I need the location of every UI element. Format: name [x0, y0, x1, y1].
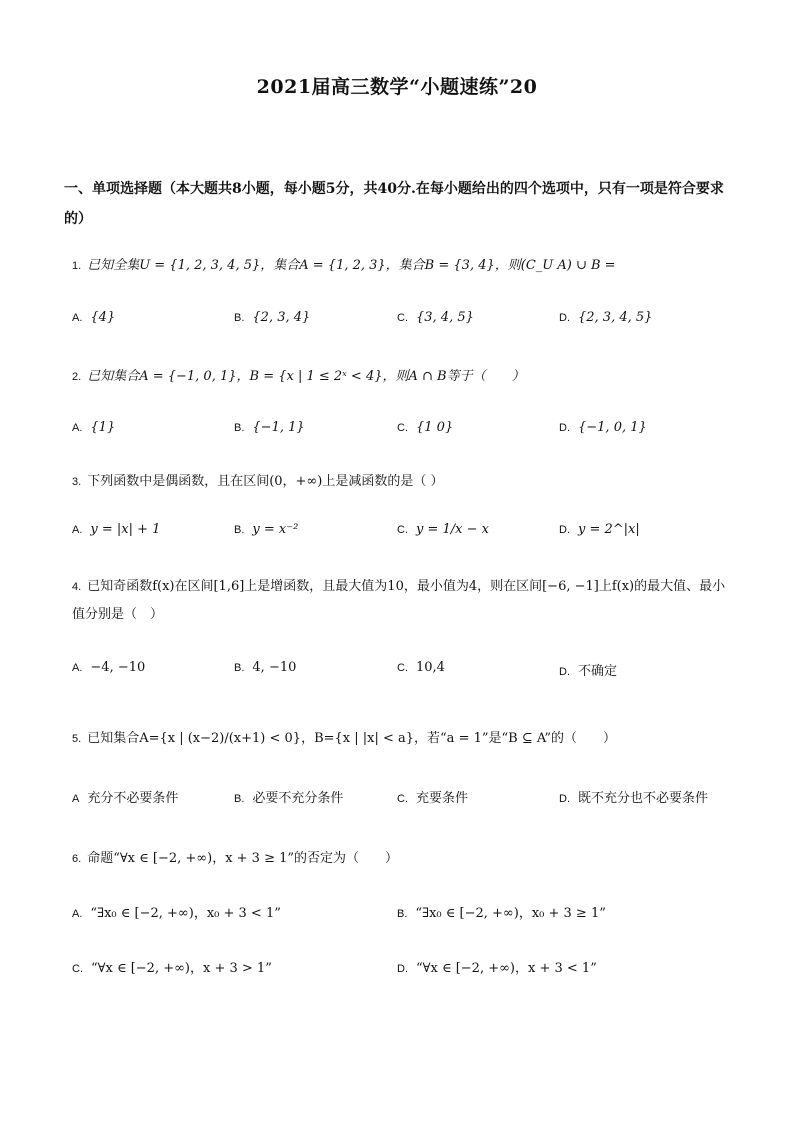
question-6-options-row2	[72, 957, 732, 983]
question-text: 已知集合A={x | (x−2)/(x+1) < 0}，B={x | |x| < a}，若“a = 1”是“B ⊆ A”的（ ）	[87, 731, 616, 746]
option-a[interactable]: A. −4, −10	[72, 660, 146, 675]
option-b[interactable]: B. 4, −10	[234, 660, 297, 675]
question-2-options	[72, 420, 732, 446]
option-c[interactable]: C. {3, 4, 5}	[397, 310, 474, 325]
option-d[interactable]: D. “∀x ∈ [−2, +∞)，x + 3 < 1”	[397, 961, 597, 976]
option-a[interactable]: A. {4}	[72, 310, 116, 325]
question-5-options	[72, 787, 732, 813]
question-text: 已知全集U = {1, 2, 3, 4, 5}，集合A = {1, 2, 3}，集合B = {3, 4}，则(C_U A) ∪ B =	[87, 258, 616, 273]
question-number: 5.	[72, 733, 82, 745]
option-b[interactable]: B. y = x⁻²	[234, 522, 299, 537]
question-text: 已知集合A = {−1, 0, 1}，B = {x | 1 ≤ 2ˣ < 4}，则A ∩ B等于（ ）	[87, 369, 525, 384]
question-4-options	[72, 660, 732, 686]
question-text: 已知奇函数f(x)在区间[1,6]上是增函数，且最大值为10，最小值为4，则在区间[−6, −1]上f(x)的最大值、最小值分别是（ ）	[72, 579, 726, 622]
question-3-options	[72, 522, 732, 548]
option-d[interactable]: D. 不确定	[559, 664, 618, 679]
option-b[interactable]: B. “∃x₀ ∈ [−2, +∞)，x₀ + 3 ≥ 1”	[397, 906, 606, 921]
question-4-stem	[72, 573, 728, 629]
option-b[interactable]: B. 必要不充分条件	[234, 791, 344, 806]
option-d[interactable]: D. {−1, 0, 1}	[559, 420, 647, 435]
question-3-stem	[72, 468, 728, 496]
option-c[interactable]: C. “∀x ∈ [−2, +∞)，x + 3 > 1”	[72, 961, 272, 976]
question-text: 命题“∀x ∈ [−2, +∞)，x + 3 ≥ 1”的否定为（ ）	[87, 851, 399, 866]
question-number: 1.	[72, 260, 82, 272]
section-heading: 一、单项选择题（本大题共8小题，每小题5分，共40分.在每小题给出的四个选项中，只有一项是符合要求的）	[64, 181, 724, 227]
option-b[interactable]: B. {−1, 1}	[234, 420, 305, 435]
question-6-options-row1	[72, 902, 732, 928]
page-title: 2021届高三数学“小题速练”20	[256, 76, 538, 98]
option-a[interactable]: A. “∃x₀ ∈ [−2, +∞)，x₀ + 3 < 1”	[72, 906, 281, 921]
question-5-stem	[72, 725, 728, 753]
option-a[interactable]: A. y = |x| + 1	[72, 522, 161, 537]
option-a[interactable]: A. {1}	[72, 420, 116, 435]
question-2-stem	[72, 363, 728, 391]
question-number: 2.	[72, 371, 82, 383]
question-1-options	[72, 310, 732, 336]
question-text: 下列函数中是偶函数，且在区间(0，+∞)上是减函数的是（ ）	[87, 474, 444, 489]
option-d[interactable]: D. {2, 3, 4, 5}	[559, 310, 653, 325]
option-d[interactable]: D. 既不充分也不必要条件	[559, 791, 709, 806]
question-1-stem	[72, 252, 728, 280]
question-number: 3.	[72, 476, 82, 488]
option-a[interactable]: A 充分不必要条件	[72, 791, 179, 806]
question-number: 4.	[72, 581, 82, 593]
question-number: 6.	[72, 853, 82, 865]
option-c[interactable]: C. y = 1/x − x	[397, 522, 489, 537]
option-c[interactable]: C. {1 0}	[397, 420, 454, 435]
option-c[interactable]: C. 10,4	[397, 660, 445, 675]
question-6-stem	[72, 845, 728, 873]
option-d[interactable]: D. y = 2^|x|	[559, 522, 640, 537]
option-b[interactable]: B. {2, 3, 4}	[234, 310, 311, 325]
option-c[interactable]: C. 充要条件	[397, 791, 469, 806]
